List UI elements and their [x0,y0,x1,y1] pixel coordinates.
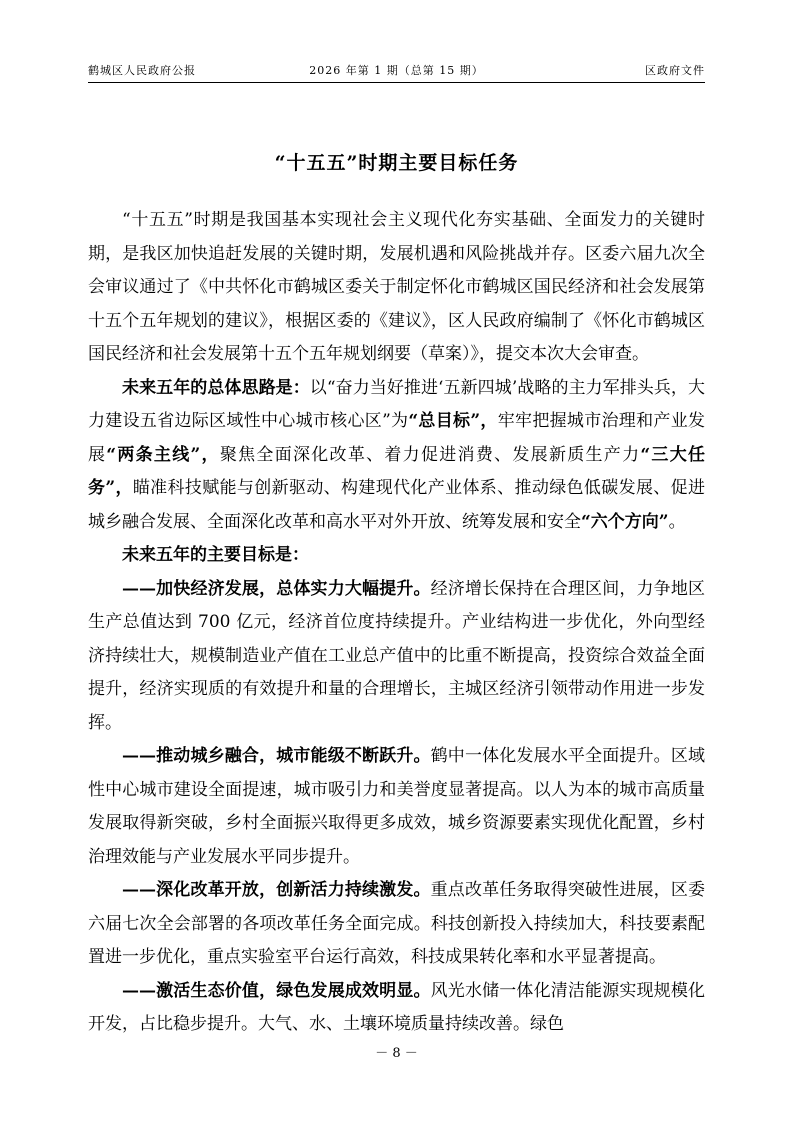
paragraph-text: 牢牢把握城市治理和产业发展 [88,411,705,465]
emphasis-three-tasks: “三大任务”， [88,444,706,498]
page-header [88,62,705,80]
paragraph-lead: ——推动城乡融合，城市能级不断跃升。 [122,746,431,766]
paragraph-text: 瞄准科技赋能与创新驱动、构建现代化产业体系、推动绿色低碳发展、促进城乡融合发展、全面深化改革和高水平对外开放、统筹发展和安全 [88,478,705,532]
paragraph-lead: 未来五年的主要目标是： [122,545,309,565]
emphasis-six-directions: “六个方向” [581,511,669,532]
paragraph-text: 经济增长保持在合理区间，力争地区生产总值达到 700 亿元，经济首位度持续提升。产业结构进一步优化，外向型经济持续壮大，规模制造业产值在工业总产值中的比重不断提高，投资综合效益全面提升，经济实现质的有效提升和量的合理增长，主城区经济引领带动作用进一步发挥。 [88,578,705,733]
paragraph-lead: 未来五年的总体思路是： [122,377,310,398]
paragraph-lead: ——激活生态价值，绿色发展成效明显。 [122,980,431,1001]
header-rule [88,82,705,83]
paragraph-lead: ——加快经济发展，总体实力大幅提升。 [122,578,431,599]
paragraph-overall-approach [88,372,705,540]
paragraph-text: 风光水储一体化清洁能源实现规模化开发，占比稳步提升。大气、水、土壤环境质量持续改善。绿色 [88,980,705,1034]
document-title: “十五五”时期主要目标任务 [274,152,519,174]
paragraph-lead: ——深化改革开放，创新活力持续激发。 [122,880,431,900]
emphasis-total-goal: “总目标”， [408,411,498,431]
paragraph-goal-reform [88,874,705,975]
page-number: － 8 － [375,1046,418,1061]
header-section: 区政府文件 [645,64,705,77]
paragraph-goal-ecology [88,975,705,1042]
header-issue: 2026 年第 1 期（总第 15 期） [309,64,484,77]
paragraph-text: 以“奋力当好推进‘五新四城’战略的主力军排头兵，大力建设五省边际区域性中心城市核心区”为 [88,377,706,431]
paragraph-text: 。 [668,511,686,532]
paragraph-goal-urban-rural [88,740,705,874]
document-body [88,204,705,1042]
paragraph-goal-economy [88,573,705,741]
emphasis-two-main-lines: “两条主线”， [106,444,220,465]
paragraph-main-goals-heading [88,539,705,573]
paragraph-text: 鹤中一体化发展水平全面提升。区域性中心城市建设全面提速，城市吸引力和美誉度显著提高。以人为本的城市高质量发展取得新突破，乡村全面振兴取得更多成效，城乡资源要素实现优化配置，乡村治理效能与产业发展水平同步提升。 [88,746,705,867]
header-publication: 鹤城区人民政府公报 [88,64,196,77]
paragraph-intro: “十五五”时期是我国基本实现社会主义现代化夯实基础、全面发力的关键时期，是我区加快追赶发展的关键时期，发展机遇和风险挑战并存。区委六届九次全会审议通过了《中共怀化市鹤城区委关于制定怀化市鹤城区国民经济和社会发展第十五个五年规划的建议》，根据区委的《建议》，区人民政府编制了《怀化市鹤城区国民经济和社会发展第十五个五年规划纲要（草案）》，提交本次大会审查。 [88,210,705,364]
paragraph-text: 聚焦全面深化改革、着力促进消费、发展新质生产力 [219,444,641,465]
paragraph-text: 重点改革任务取得突破性进展，区委六届七次全会部署的各项改革任务全面完成。科技创新投入持续加大，科技要素配置进一步优化，重点实验室平台运行高效，科技成果转化率和水平显著提高。 [88,880,705,967]
